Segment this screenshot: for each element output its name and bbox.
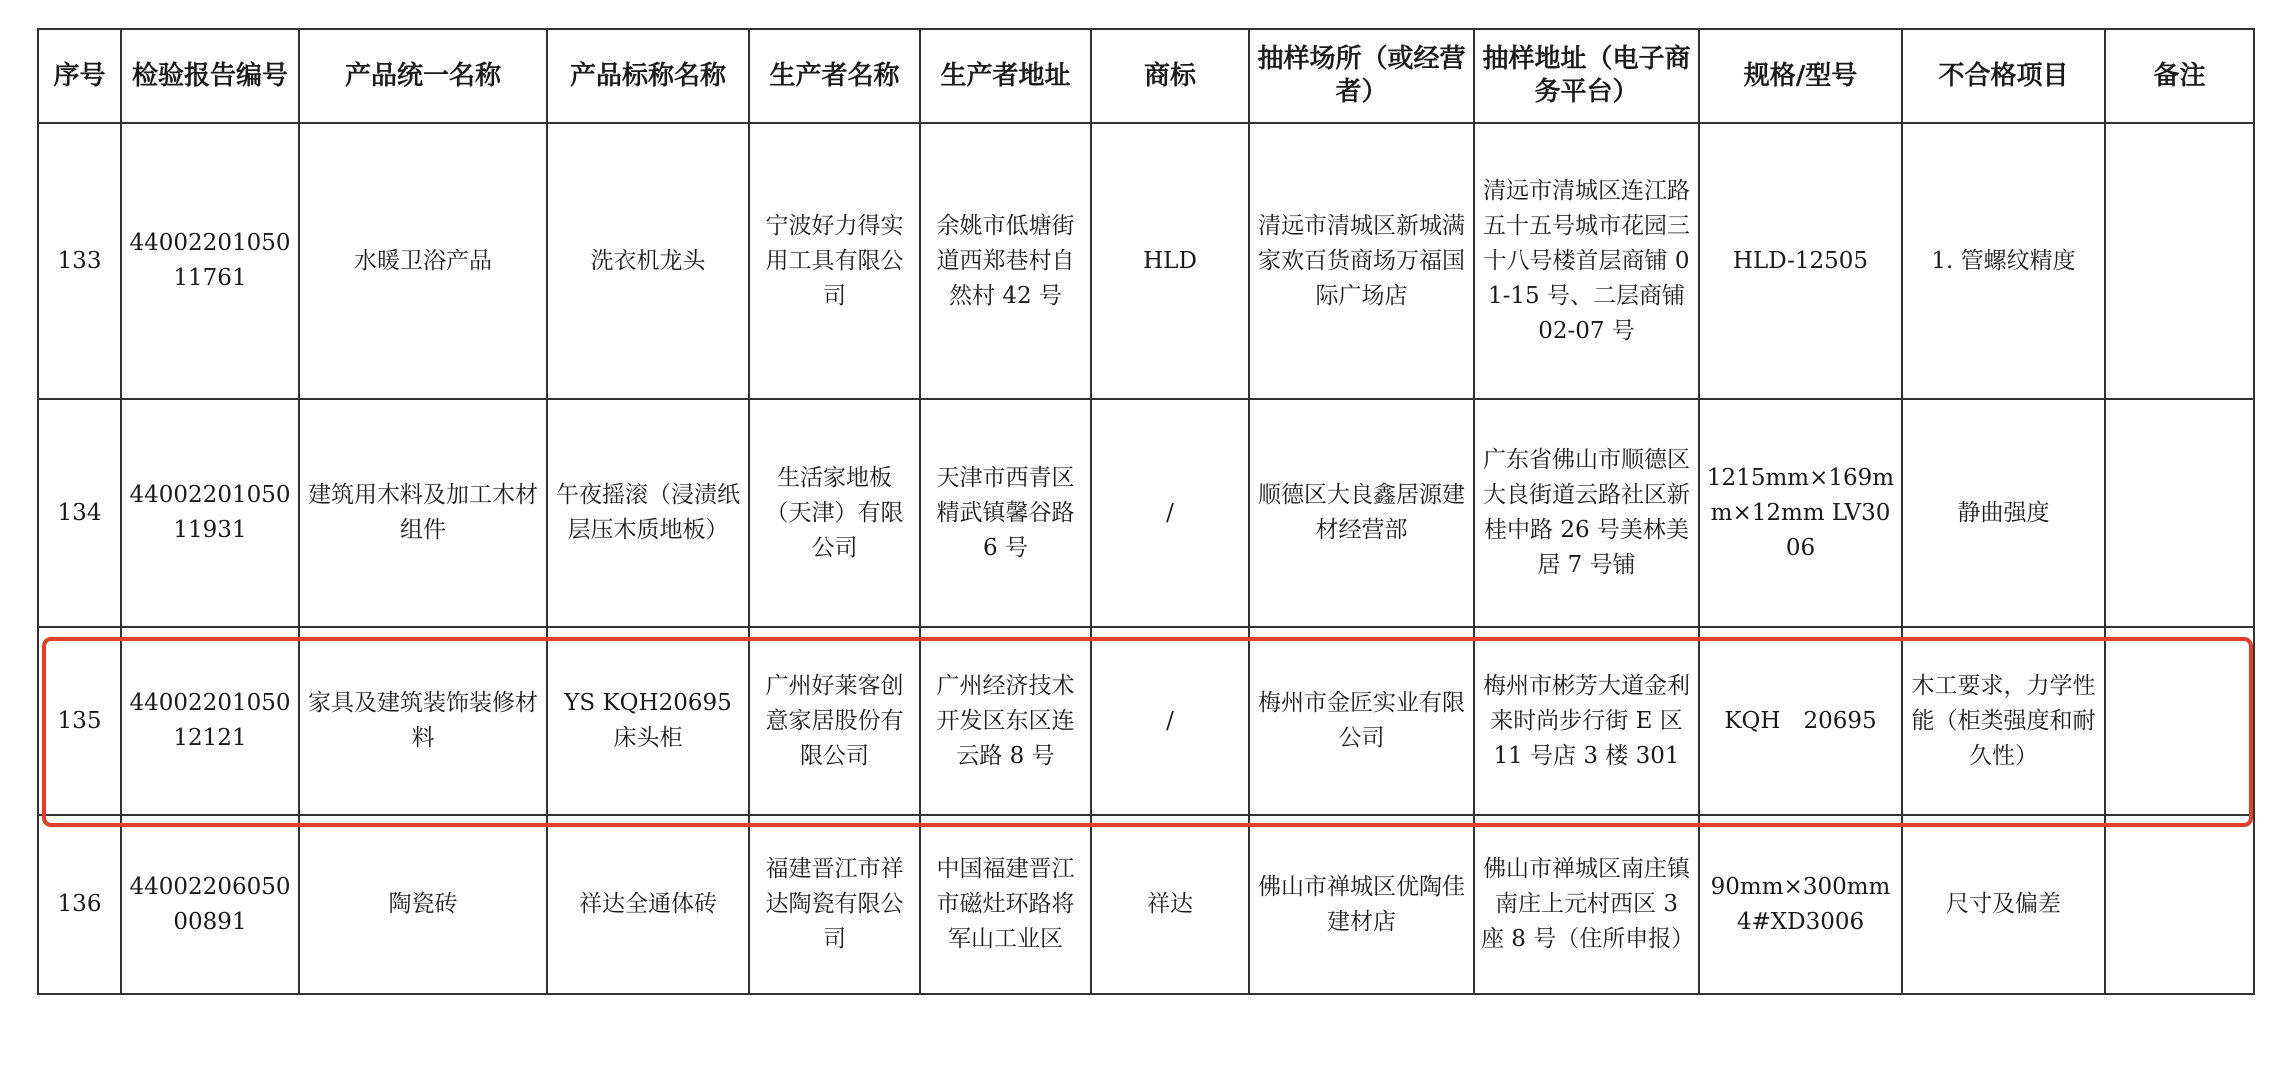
- cell-brand: /: [1091, 399, 1249, 627]
- cell-producer-address: 余姚市低塘街道西郑巷村自然村 42 号: [920, 123, 1091, 399]
- table-row-highlighted: [38, 627, 2254, 815]
- cell-failed-items: 木工要求，力学性能（柜类强度和耐久性）: [1902, 627, 2105, 815]
- cell-note: [2105, 815, 2254, 994]
- table-row: [38, 815, 2254, 994]
- header-report-no: 检验报告编号: [121, 29, 299, 123]
- table-header-row: [38, 29, 2254, 123]
- cell-failed-items: 静曲强度: [1902, 399, 2105, 627]
- cell-report-no: 4400220105012121: [121, 627, 299, 815]
- cell-seq: 136: [38, 815, 121, 994]
- cell-nominal-name: 洗衣机龙头: [547, 123, 749, 399]
- cell-sampling-place: 顺德区大良鑫居源建材经营部: [1249, 399, 1474, 627]
- header-seq: 序号: [38, 29, 121, 123]
- header-note: 备注: [2105, 29, 2254, 123]
- cell-sampling-place: 清远市清城区新城满家欢百货商场万福国际广场店: [1249, 123, 1474, 399]
- cell-sampling-address: 广东省佛山市顺德区大良街道云路社区新桂中路 26 号美林美居 7 号铺: [1474, 399, 1699, 627]
- cell-report-no: 4400220105011931: [121, 399, 299, 627]
- cell-sampling-address: 清远市清城区连江路五十五号城市花园三十八号楼首层商铺 01-15 号、二层商铺 02-07 号: [1474, 123, 1699, 399]
- cell-brand: /: [1091, 627, 1249, 815]
- cell-sampling-address: 梅州市彬芳大道金利来时尚步行街 E 区 11 号店 3 楼 301: [1474, 627, 1699, 815]
- cell-seq: 135: [38, 627, 121, 815]
- cell-spec: KQH 20695: [1699, 627, 1902, 815]
- cell-note: [2105, 399, 2254, 627]
- cell-product-name: 家具及建筑装饰装修材料: [299, 627, 547, 815]
- cell-producer: 福建晋江市祥达陶瓷有限公司: [749, 815, 920, 994]
- cell-failed-items: 尺寸及偏差: [1902, 815, 2105, 994]
- cell-producer-address: 天津市西青区精武镇馨谷路 6 号: [920, 399, 1091, 627]
- header-failed-items: 不合格项目: [1902, 29, 2105, 123]
- cell-nominal-name: 午夜摇滚（浸渍纸层压木质地板）: [547, 399, 749, 627]
- cell-product-name: 陶瓷砖: [299, 815, 547, 994]
- cell-producer: 宁波好力得实用工具有限公司: [749, 123, 920, 399]
- inspection-results-table: [37, 28, 2255, 995]
- cell-producer: 生活家地板（天津）有限公司: [749, 399, 920, 627]
- header-producer: 生产者名称: [749, 29, 920, 123]
- cell-note: [2105, 123, 2254, 399]
- cell-producer-address: 广州经济技术开发区东区连云路 8 号: [920, 627, 1091, 815]
- cell-spec: HLD-12505: [1699, 123, 1902, 399]
- header-sampling-place: 抽样场所（或经营者）: [1249, 29, 1474, 123]
- header-brand: 商标: [1091, 29, 1249, 123]
- cell-sampling-address: 佛山市禅城区南庄镇南庄上元村西区 3 座 8 号（住所申报）: [1474, 815, 1699, 994]
- cell-producer: 广州好莱客创意家居股份有限公司: [749, 627, 920, 815]
- cell-spec: 1215mm×169mm×12mm LV3006: [1699, 399, 1902, 627]
- cell-nominal-name: 祥达全通体砖: [547, 815, 749, 994]
- cell-product-name: 建筑用木料及加工木材组件: [299, 399, 547, 627]
- header-sampling-address: 抽样地址（电子商务平台）: [1474, 29, 1699, 123]
- table-row: [38, 123, 2254, 399]
- header-producer-address: 生产者地址: [920, 29, 1091, 123]
- header-product-name: 产品统一名称: [299, 29, 547, 123]
- cell-sampling-place: 梅州市金匠实业有限公司: [1249, 627, 1474, 815]
- cell-seq: 134: [38, 399, 121, 627]
- cell-sampling-place: 佛山市禅城区优陶佳建材店: [1249, 815, 1474, 994]
- cell-brand: HLD: [1091, 123, 1249, 399]
- cell-spec: 90mm×300mm 4#XD3006: [1699, 815, 1902, 994]
- inspection-table-wrapper: [37, 28, 2253, 995]
- cell-report-no: 4400220105011761: [121, 123, 299, 399]
- cell-product-name: 水暖卫浴产品: [299, 123, 547, 399]
- header-nominal-name: 产品标称名称: [547, 29, 749, 123]
- cell-note: [2105, 627, 2254, 815]
- cell-seq: 133: [38, 123, 121, 399]
- cell-report-no: 4400220605000891: [121, 815, 299, 994]
- cell-brand: 祥达: [1091, 815, 1249, 994]
- cell-nominal-name: YS KQH20695 床头柜: [547, 627, 749, 815]
- cell-producer-address: 中国福建晋江市磁灶环路将军山工业区: [920, 815, 1091, 994]
- table-row: [38, 399, 2254, 627]
- cell-failed-items: 1. 管螺纹精度: [1902, 123, 2105, 399]
- header-spec: 规格/型号: [1699, 29, 1902, 123]
